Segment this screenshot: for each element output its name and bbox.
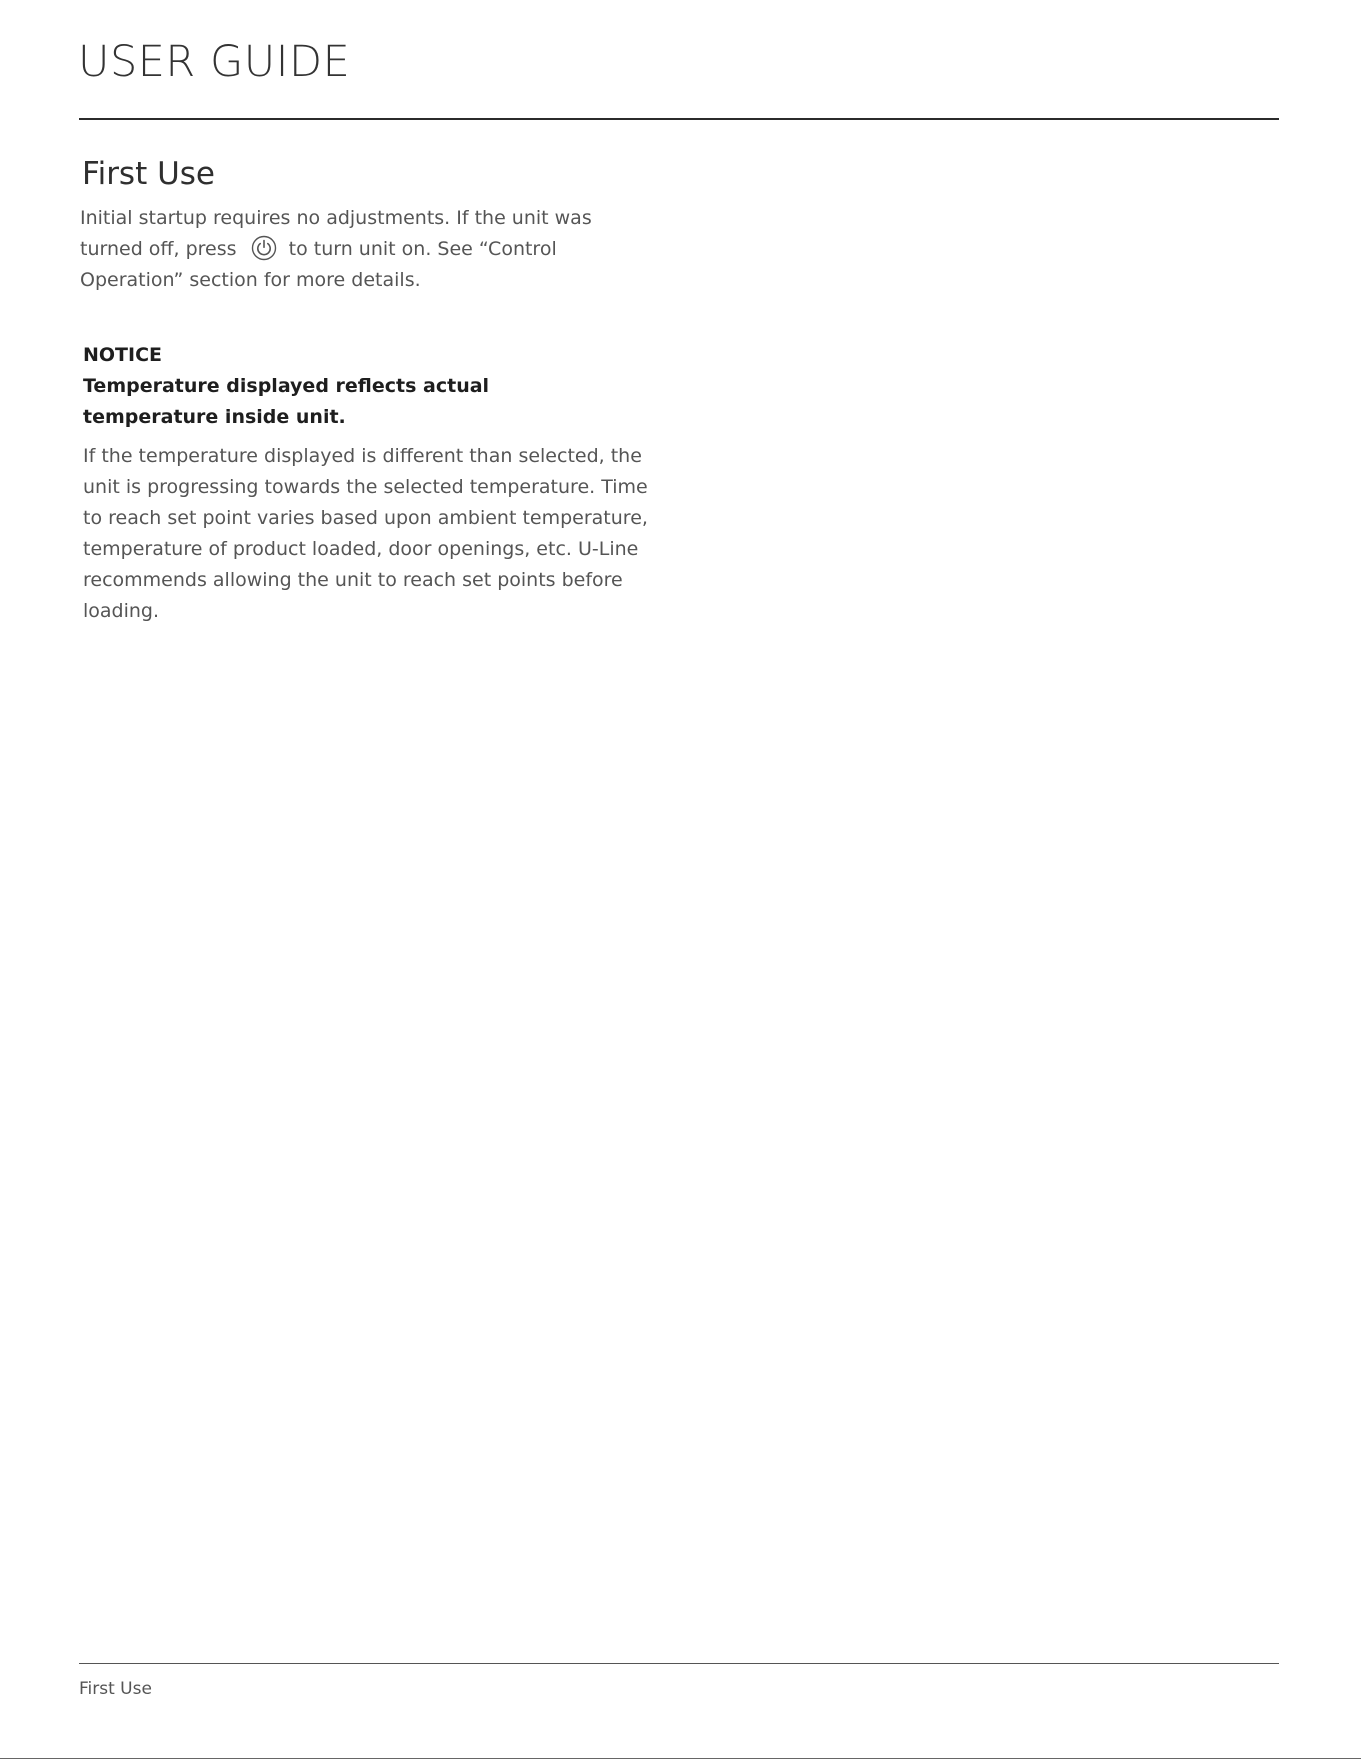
power-icon [251,235,277,261]
notice-block [83,340,648,627]
section-title: First Use [82,156,216,192]
page-bottom-edge [0,1758,1361,1759]
footer-section-label: First Use [79,1679,152,1699]
intro-paragraph [80,203,640,296]
notice-heading: Temperature displayed reflects actual temperature inside unit. [83,375,490,428]
page-header-title: USER GUIDE [78,37,351,87]
notice-label: NOTICE [83,344,163,366]
notice-body: If the temperature displayed is different than selected, the unit is progressing towards the selected temperature. Time to reach set point varies based upon ambient temperature, temperature of product loaded, door openings, etc. U-Line recommends allowing the unit to reach set points before loading. [83,445,648,622]
intro-text-start: Initial startup requires no adjustments. If the unit was turned off, press [80,207,592,260]
footer-divider [79,1663,1279,1664]
intro-text-end: to turn unit on. See “Control Operation” section for more details. [80,238,557,291]
header-divider [79,118,1279,120]
